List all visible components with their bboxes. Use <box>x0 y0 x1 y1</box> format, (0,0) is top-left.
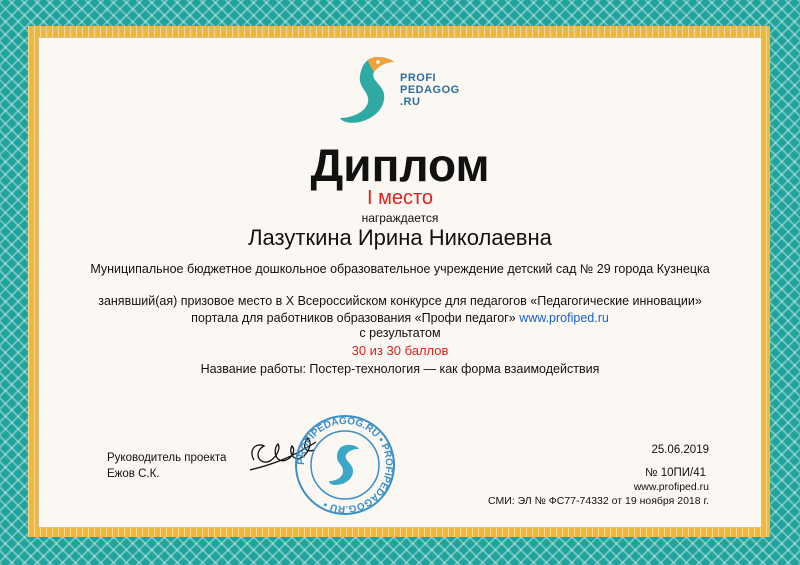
place-label: I место <box>366 187 434 209</box>
site-url: www.profiped.ru <box>633 481 709 493</box>
recipient-name: Лазуткина Ирина Николаевна <box>248 225 552 250</box>
institution-text: Муниципальное бюджетное дошкольное образовательное учреждение детский сад № 29 города Кузнецка <box>90 262 710 276</box>
contest-text-line2 <box>0 311 800 325</box>
profipedagog-logo <box>338 52 468 142</box>
seal-text: PROFIPEDAGOG.RU • PROFIPEDAGOG.RU • <box>295 415 395 515</box>
leader-name: Ежов С.К. <box>107 468 160 480</box>
contest-text-line1: занявший(ая) призовое место в X Всероссийском конкурсе для педагогов «Педагогические инновации» <box>98 294 702 308</box>
diploma-number: № 10ПИ/41 <box>645 467 706 479</box>
contest-text-prefix: портала для работников образования «Профи педагог» <box>191 311 516 325</box>
seal-stamp-icon <box>293 413 397 517</box>
portal-link[interactable]: www.profiped.ru <box>519 311 609 325</box>
pelican-logo-icon <box>338 52 400 142</box>
leader-role: Руководитель проекта <box>107 452 227 464</box>
result-label: с результатом <box>359 326 441 340</box>
logo-text-line1: PROFI <box>400 72 437 84</box>
logo-text-line3: .RU <box>400 96 421 108</box>
logo-text-line2: PEDAGOG <box>400 84 460 96</box>
logo-text <box>400 72 460 108</box>
awarded-label: награждается <box>361 211 439 225</box>
media-registration: СМИ: ЭЛ № ФС77-74332 от 19 ноября 2018 г. <box>488 495 709 507</box>
work-title: Название работы: Постер-технология — как форма взаимодействия <box>200 362 600 376</box>
project-leader <box>107 450 226 482</box>
issue-date: 25.06.2019 <box>651 444 709 456</box>
score-value: 30 из 30 баллов <box>351 343 449 358</box>
diploma-title: Диплом <box>310 139 490 191</box>
